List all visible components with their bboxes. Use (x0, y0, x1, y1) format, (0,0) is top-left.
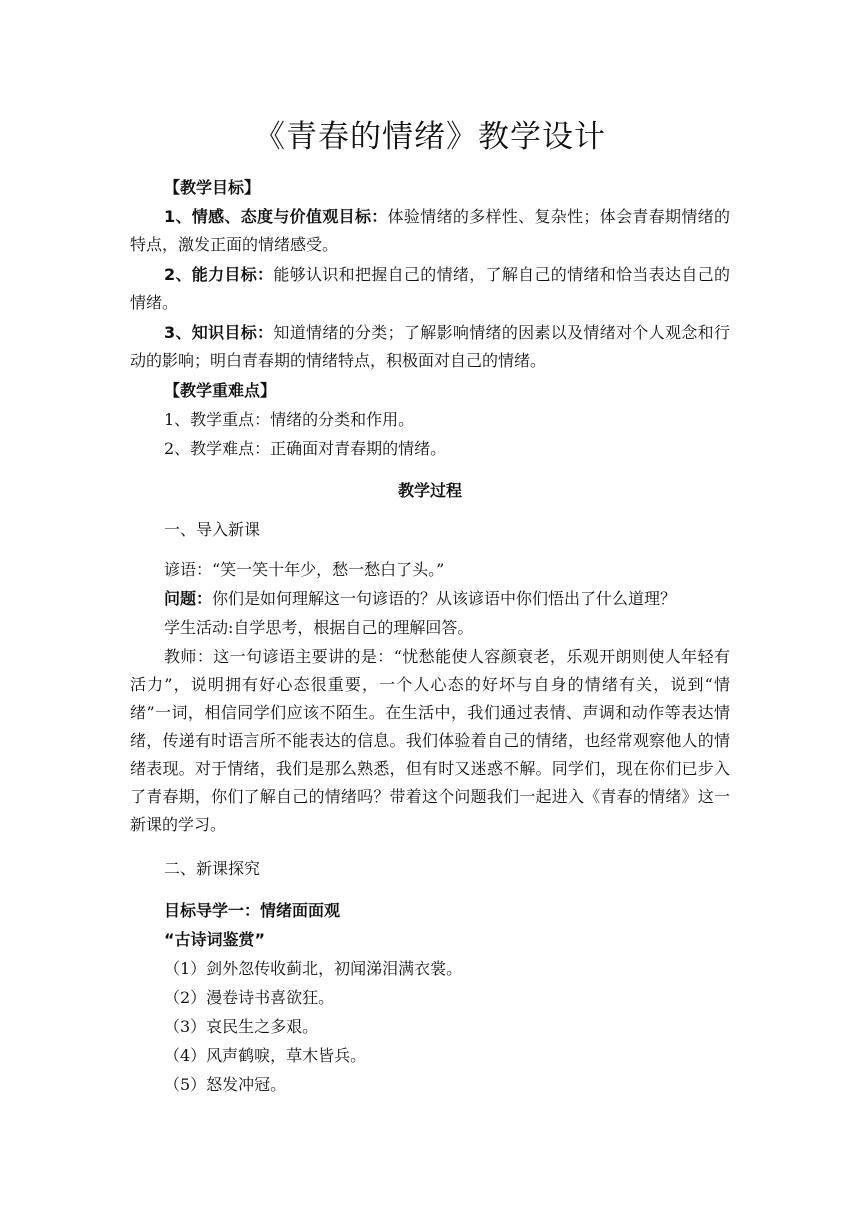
objective-text: 知道情绪的分类；了解影响情绪的因素以及情绪对个人观念和行动的影响；明白青春期的情绪特点，积极面对自己的情绪。 (130, 323, 730, 370)
poem-line: （5）怒发冲冠。 (164, 1075, 287, 1094)
poem-line: （3）哀民生之多艰。 (164, 1017, 319, 1036)
key-points-heading: 【教学重难点】 (164, 381, 277, 400)
section-heading-2: 二、新课探究 (164, 859, 261, 878)
objective-label: 2、能力目标： (164, 265, 274, 284)
poem-line: （2）漫卷诗书喜欲狂。 (164, 988, 335, 1007)
objective-label: 3、知识目标： (164, 323, 274, 342)
objective-text: 能够认识和把握自己的情绪，了解自己的情绪和恰当表达自己的情绪。 (130, 265, 730, 312)
question-label: 问题： (164, 589, 213, 608)
objectives-heading: 【教学目标】 (164, 178, 261, 197)
objective-item-2 (130, 261, 730, 317)
process-heading: 教学过程 (397, 481, 462, 500)
objective-item-1 (130, 203, 730, 259)
poetry-heading: “古诗词鉴赏” (164, 930, 266, 949)
goal-heading: 目标导学一：情绪面面观 (164, 901, 341, 920)
key-point-item-2: 2、教学难点：正确面对青春期的情绪。 (164, 439, 447, 458)
poem-line: （1）剑外忽传收蓟北，初闻涕泪满衣裳。 (164, 959, 463, 978)
section-heading-1: 一、导入新课 (164, 520, 261, 539)
objective-item-3 (130, 319, 730, 375)
question (130, 585, 730, 613)
objective-text: 体验情绪的多样性、复杂性；体会青春期情绪的特点，激发正面的情绪感受。 (130, 207, 730, 254)
question-text: 你们是如何理解这一句谚语的？从该谚语中你们悟出了什么道理？ (212, 589, 677, 608)
proverb: 谚语：“笑一笑十年少，愁一愁白了头。” (164, 560, 445, 579)
objective-label: 1、情感、态度与价值观目标： (164, 207, 388, 226)
key-point-item-1: 1、教学重点：情绪的分类和作用。 (164, 410, 415, 429)
student-activity: 学生活动:自学思考，根据自己的理解回答。 (164, 618, 474, 637)
teacher-paragraph: 教师：这一句谚语主要讲的是：“忧愁能使人容颜衰老，乐观开朗则使人年轻有活力”，说明拥有好心态很重要，一个人心态的好坏与自身的情绪有关，说到“情绪”一词，相信同学们应该不陌生。在生活中，我们通过表情、声调和动作等表达情绪，传递有时语言所不能表达的信息。我们体验着自己的情绪，也经常观察他人的情绪表现。对于情绪，我们是那么熟悉，但有时又迷惑不解。同学们，现在你们已步入了青春期，你们了解自己的情绪吗？带着这个问题我们一起进入《青春的情绪》这一新课的学习。 (130, 647, 730, 834)
poem-line: （4）风声鹤唳，草木皆兵。 (164, 1046, 367, 1065)
page-title: 《青春的情绪》教学设计 (254, 119, 606, 155)
